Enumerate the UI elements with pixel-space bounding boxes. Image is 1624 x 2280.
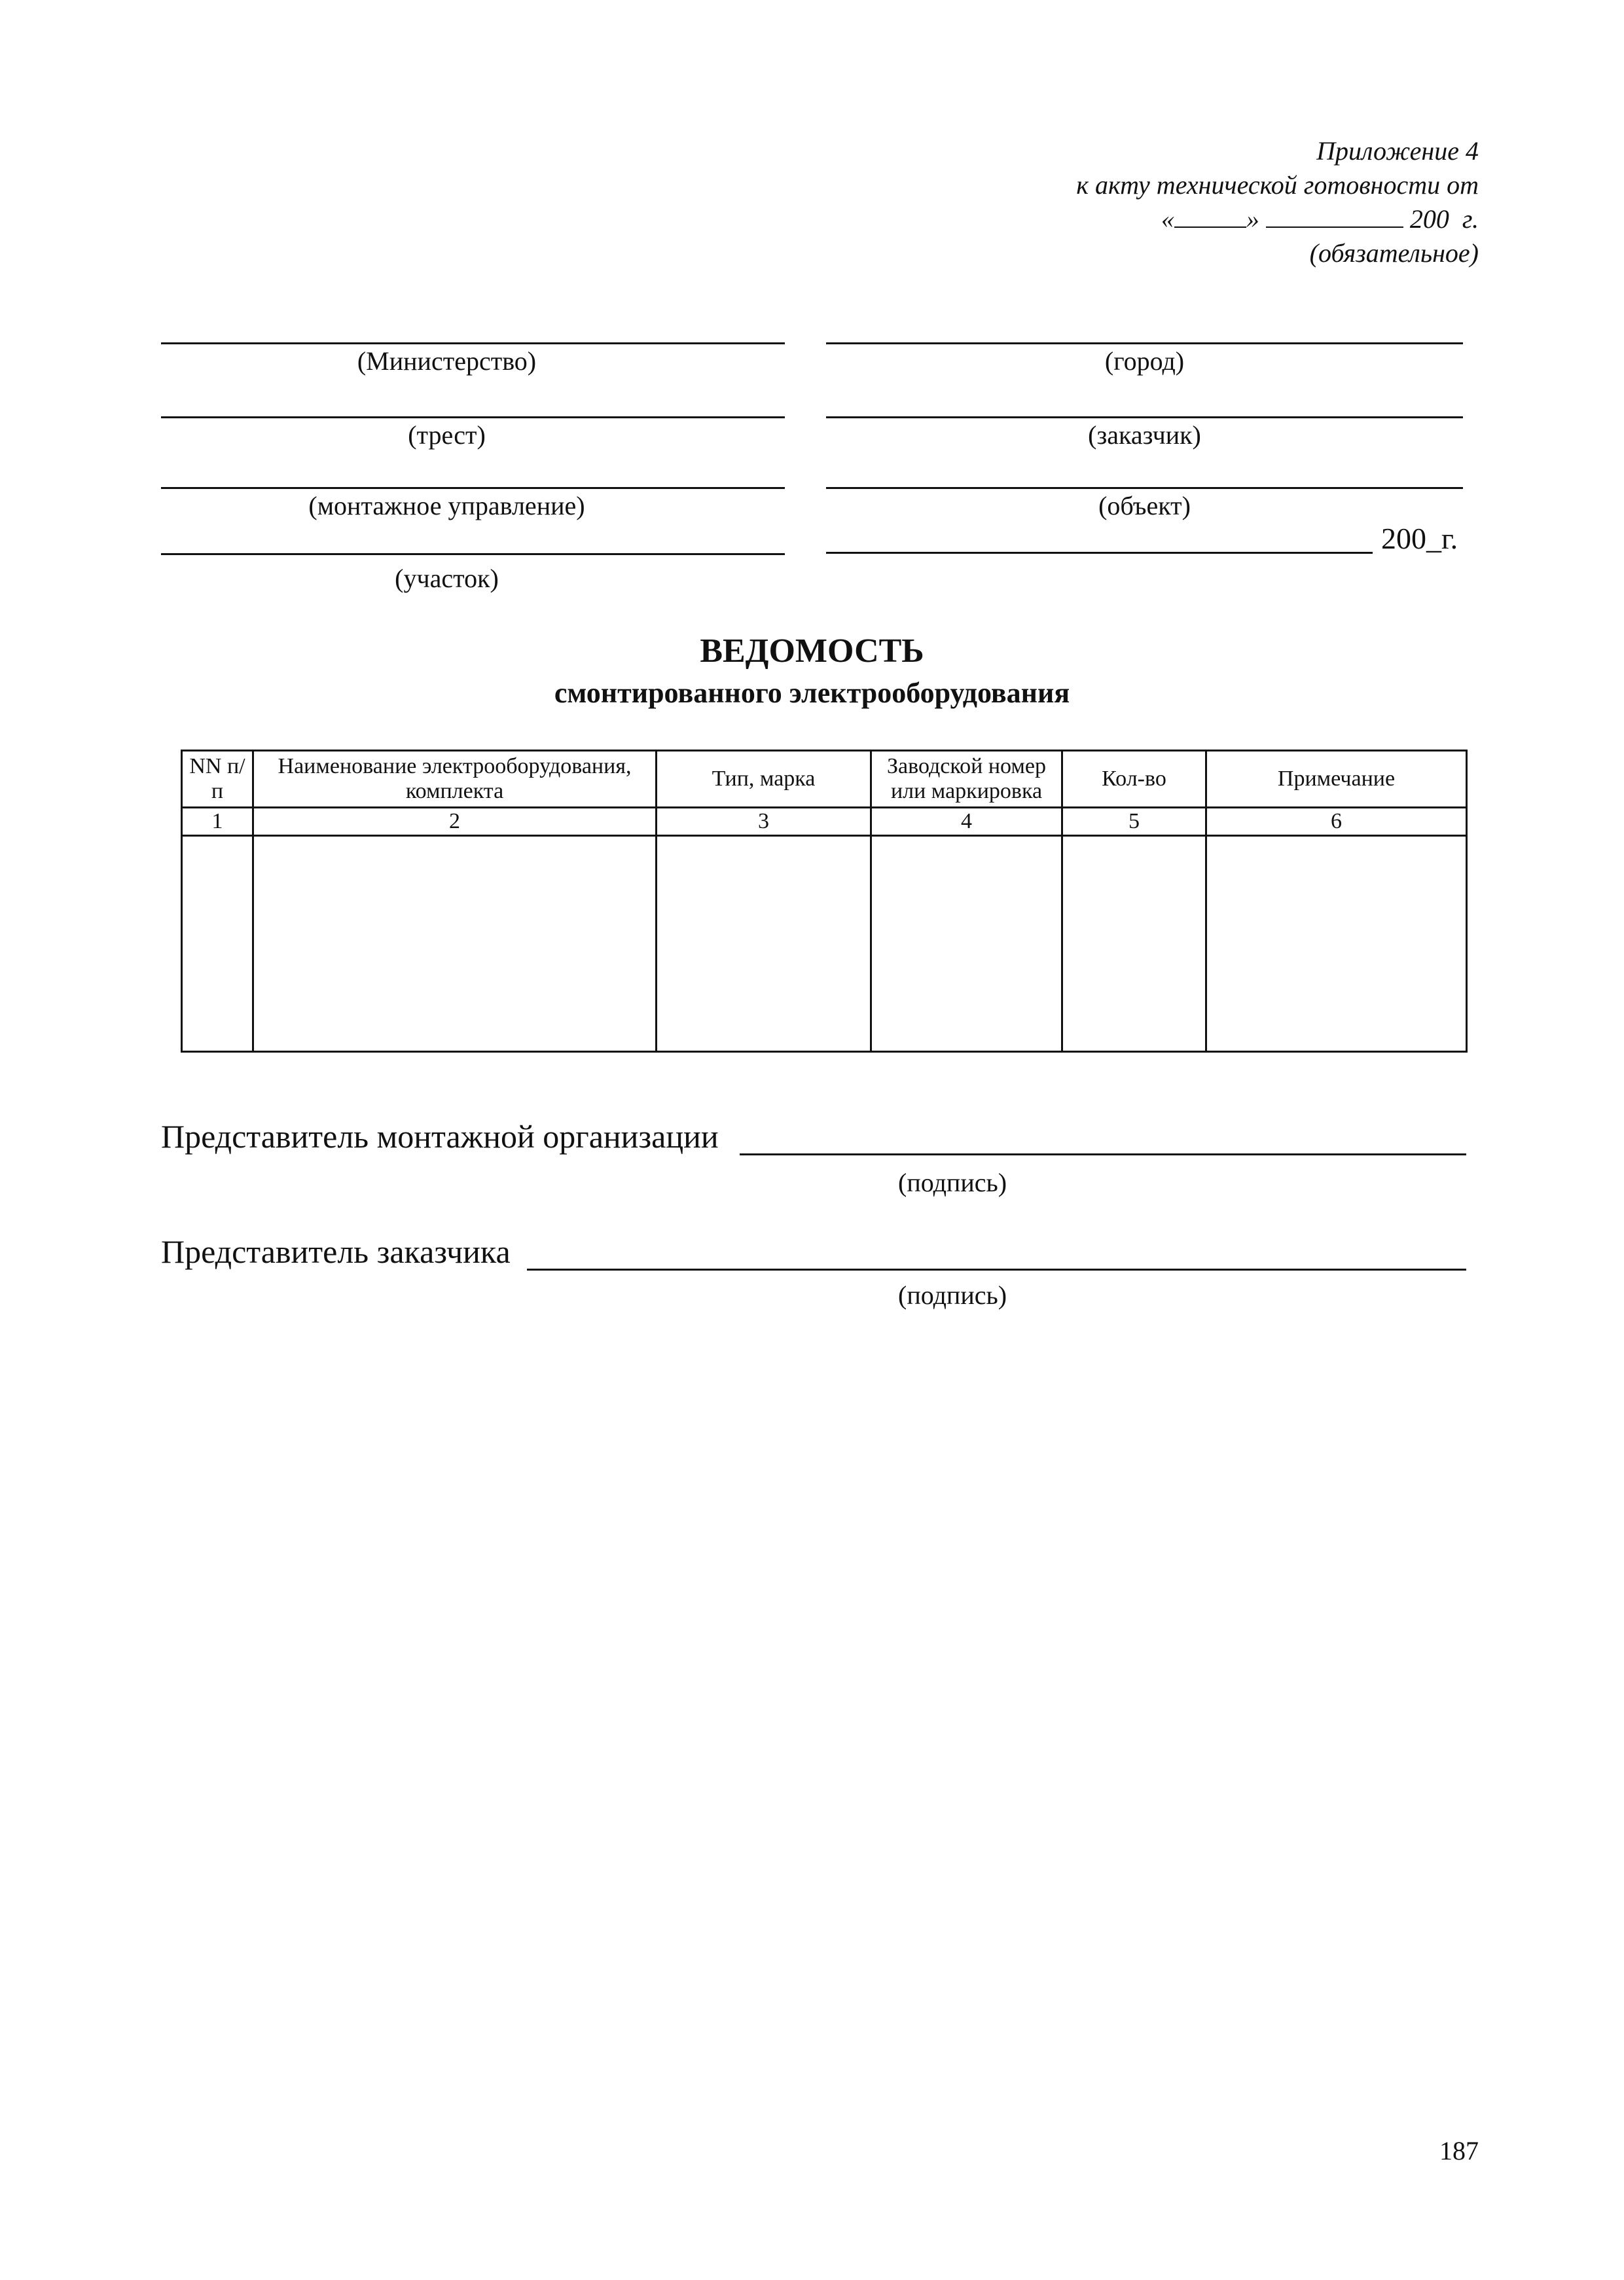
table-cell[interactable] (657, 836, 871, 1052)
header-item-number: NN п/п (182, 751, 253, 808)
installer-signature-line[interactable] (740, 1153, 1466, 1155)
column-number-row (182, 808, 1467, 836)
page-number: 187 (1439, 2136, 1479, 2165)
site-field[interactable] (161, 553, 785, 593)
quote-open: « (1161, 204, 1174, 234)
table-row (182, 836, 1467, 1052)
table-header-row (182, 751, 1467, 808)
city-line[interactable] (826, 342, 1463, 344)
table-cell[interactable] (182, 836, 253, 1052)
customer-signature-caption: (подпись) (898, 1280, 1007, 1310)
appendix-mandatory: (обязательное) (1309, 238, 1479, 268)
installer-representative-label: Представитель монтажной организации (161, 1118, 719, 1155)
column-number: 4 (871, 808, 1062, 836)
month-blank[interactable] (1266, 207, 1403, 228)
equipment-table (181, 750, 1468, 1053)
date-line[interactable] (826, 552, 1373, 554)
trust-caption: (трест) (408, 420, 486, 450)
customer-caption: (заказчик) (1088, 420, 1201, 450)
customer-field[interactable] (826, 416, 1463, 450)
customer-line[interactable] (826, 416, 1463, 418)
object-line[interactable] (826, 487, 1463, 489)
document-title: ВЕДОМОСТЬ (700, 632, 924, 670)
day-blank[interactable] (1174, 207, 1246, 228)
document-subtitle: смонтированного электрооборудования (554, 677, 1070, 709)
appendix-number: Приложение 4 (1316, 136, 1479, 166)
ministry-field[interactable] (161, 342, 785, 376)
ministry-caption: (Министерство) (357, 346, 537, 376)
trust-field[interactable] (161, 416, 785, 450)
object-field[interactable] (826, 487, 1463, 520)
table-cell[interactable] (1206, 836, 1467, 1052)
ministry-line[interactable] (161, 342, 785, 344)
installation-department-line[interactable] (161, 487, 785, 489)
appendix-date-line (1076, 202, 1479, 236)
city-field[interactable] (826, 342, 1463, 376)
header-type-brand: Тип, марка (657, 751, 871, 808)
appendix-header (1076, 134, 1479, 270)
year-suffix: 200 г. (1409, 204, 1479, 234)
installation-department-caption: (монтажное управление) (308, 491, 585, 520)
table-cell[interactable] (1062, 836, 1206, 1052)
quote-close: » (1246, 204, 1259, 234)
customer-representative-label: Представитель заказчика (161, 1233, 511, 1270)
header-equipment-name: Наименование электрооборудования, комплекта (253, 751, 657, 808)
city-caption: (город) (1104, 346, 1185, 376)
header-serial-number: Заводской номер или маркировка (871, 751, 1062, 808)
column-number: 2 (253, 808, 657, 836)
header-quantity: Кол-во (1062, 751, 1206, 808)
header-note: Примечание (1206, 751, 1467, 808)
object-caption: (объект) (1098, 491, 1191, 520)
table-cell[interactable] (871, 836, 1062, 1052)
column-number: 1 (182, 808, 253, 836)
installer-signature-caption: (подпись) (898, 1168, 1007, 1197)
site-caption: (участок) (395, 564, 499, 593)
customer-signature-line[interactable] (527, 1269, 1466, 1271)
column-number: 3 (657, 808, 871, 836)
date-year: 200_г. (1381, 522, 1458, 555)
table-cell[interactable] (253, 836, 657, 1052)
column-number: 5 (1062, 808, 1206, 836)
appendix-reference: к акту технической готовности от (1076, 170, 1479, 200)
site-line[interactable] (161, 553, 785, 555)
trust-line[interactable] (161, 416, 785, 418)
column-number: 6 (1206, 808, 1467, 836)
installation-department-field[interactable] (161, 487, 785, 520)
